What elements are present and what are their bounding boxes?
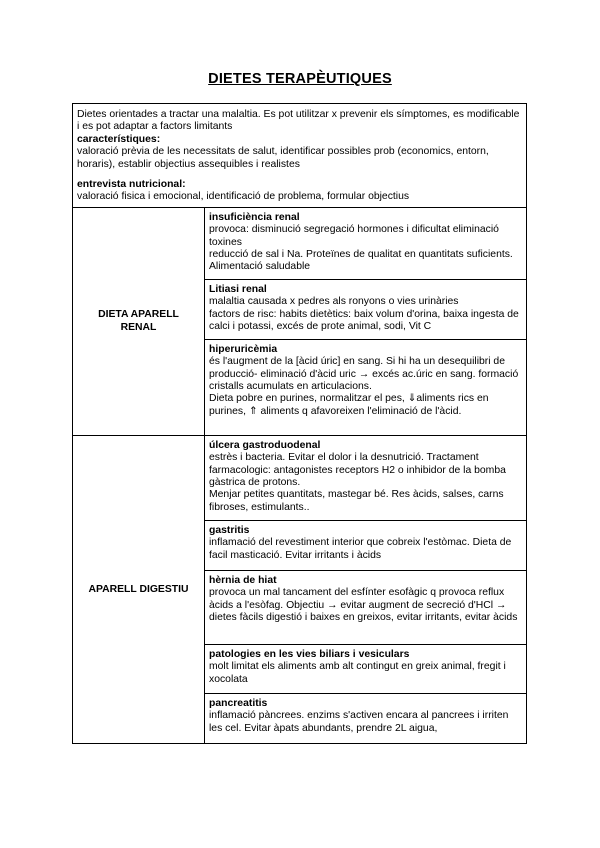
entry-vies-biliars (205, 645, 526, 694)
section-digestive (73, 436, 526, 743)
intro-description: Dietes orientades a tractar una malaltia. Es pot utilitzar x prevenir els símptomes, es modificable i es pot adaptar a factors limitants (77, 109, 520, 133)
section-entries (205, 208, 526, 435)
entry-line: estrès i bacteria. Evitar el dolor i la desnutrició. Tractament farmacologic: antagonistes receptors H2 o inhibidor de la bomba gàstrica de protons. (209, 452, 506, 489)
entry-line: inflamació del revestiment interior que cobreix l'estòmac. Dieta de facil masticació. Evitar irritants i àcids (209, 537, 512, 561)
entry-line: molt limitat els aliments amb alt contingut en greix animal, fregit i xocolata (209, 661, 506, 685)
entry-title: insuficiència renal (209, 211, 300, 223)
entry-title: hèrnia de hiat (209, 574, 277, 586)
entry-title: Litiasi renal (209, 283, 267, 295)
section-label (73, 208, 205, 435)
entry-title: úlcera gastroduodenal (209, 439, 321, 451)
entry-title: pancreatitis (209, 697, 268, 709)
entry-insuficiencia-renal (205, 208, 526, 280)
section-entries (205, 436, 526, 743)
section-label (73, 436, 205, 743)
intro-block (73, 104, 526, 208)
interview-text: valoració fisica i emocional, identificació de problema, formular objectius (77, 191, 410, 203)
entry-line: és l'augment de la [àcid úric] en sang. Si hi ha un desequilibri de producció- eliminació d'àcid uric → excés ac.úric en sang. formació cristalls acumulats en articulacions. (209, 356, 519, 393)
section-label-line1: DIETA APARELL (98, 309, 179, 321)
entry-line: Menjar petites quantitats, mastegar bé. Res àcids, salses, carns fibroses, estimulants.. (209, 489, 504, 513)
entry-hernia-de-hiat (205, 571, 526, 645)
characteristics-label: característiques: (77, 133, 161, 145)
interview-label: entrevista nutricional: (77, 179, 186, 191)
entry-gastritis (205, 521, 526, 571)
entry-ulcera-gastroduodenal (205, 436, 526, 521)
entry-pancreatitis (205, 694, 526, 743)
entry-line: provoca un mal tancament del esfínter esofàgic q provoca reflux àcids a l'esòfag. Objectiu → evitar augment de secreció d'HCl → dietes fàcils digestió i baixes en greixos, evitar irritants, evitar àcids (209, 587, 518, 624)
entry-line: factors de risc: habits dietètics: baix volum d'orina, baixa ingesta de calci i potassi, excés de prote animal, sodi, Vit C (209, 308, 519, 333)
characteristics-text: valoració prèvia de les necessitats de salut, identificar possibles prob (economics, entorn, horaris), establir objectius assequibles i realistes (77, 146, 489, 170)
section-label-line2: RENAL (120, 322, 157, 334)
entry-hiperuricemia (205, 340, 526, 435)
entry-title: gastritis (209, 524, 250, 536)
page-title: DIETES TERAPÈUTIQUES (208, 71, 392, 87)
entry-line: reducció de sal i Na. Proteïnes de qualitat en quantitats suficients. Alimentació saludable (209, 249, 513, 273)
entry-line: inflamació pàncrees. enzims s'activen encara al pancrees i irriten les cel. Evitar àpats abundants, prendre 2L aigua, (209, 710, 509, 734)
diet-table (72, 103, 527, 744)
section-renal (73, 208, 526, 436)
entry-title: patologies en les vies biliars i vesiculars (209, 648, 410, 660)
spacer (77, 171, 522, 179)
entry-line: Dieta pobre en purines, normalitzar el pes, ⇓aliments rics en purines, ⇑ aliments q afavoreixen l'eliminació de l'àcid. (209, 393, 489, 417)
entry-title: hiperuricèmia (209, 343, 278, 355)
section-label-line1: APARELL DIGESTIU (88, 583, 189, 595)
entry-litiasi-renal (205, 280, 526, 340)
entry-line: provoca: disminució segregació hormones i dificultat eliminació toxines (209, 224, 499, 248)
entry-line: malaltia causada x pedres als ronyons o vies urinàries (209, 296, 459, 308)
